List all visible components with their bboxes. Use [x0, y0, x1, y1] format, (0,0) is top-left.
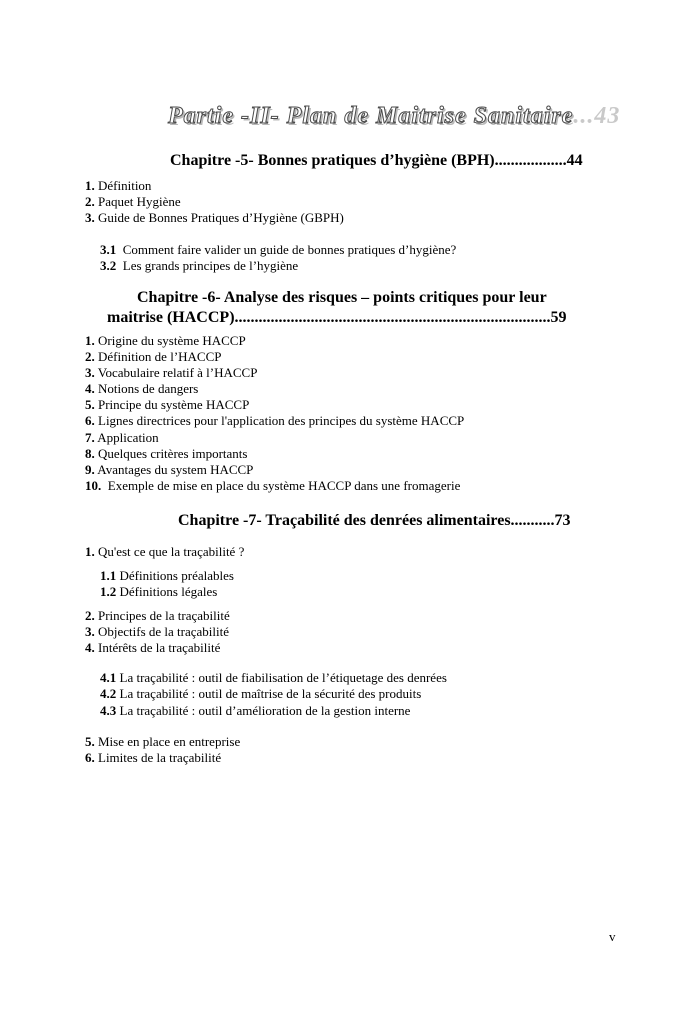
list-item — [85, 413, 464, 429]
sub-list-item — [100, 568, 234, 584]
sub-list-item — [100, 242, 456, 258]
item-text: Exemple de mise en place du système HACCP dans une fromagerie — [107, 478, 461, 493]
list-item — [85, 478, 460, 494]
item-text: Principes de la traçabilité — [98, 608, 230, 623]
item-number: 1. — [85, 178, 95, 193]
item-text: Limites de la traçabilité — [98, 750, 222, 765]
list-item — [85, 397, 249, 413]
item-text: Définition de l’HACCP — [98, 349, 222, 364]
list-item — [85, 210, 344, 226]
sub-list-item — [100, 670, 447, 686]
list-item — [85, 365, 257, 381]
item-number: 1. — [85, 333, 95, 348]
item-text: Notions de dangers — [98, 381, 199, 396]
item-number: 1.2 — [100, 584, 117, 599]
item-number: 3.1 — [100, 242, 117, 257]
list-item — [85, 430, 159, 446]
item-text: Définition — [98, 178, 152, 193]
list-item — [85, 178, 151, 194]
item-text: Qu'est ce que la traçabilité ? — [98, 544, 245, 559]
item-number: 3. — [85, 624, 95, 639]
item-text: Les grands principes de l’hygiène — [122, 258, 299, 273]
item-number: 4. — [85, 640, 95, 655]
list-item — [85, 544, 244, 560]
item-text: Lignes directrices pour l'application des principes du système HACCP — [98, 413, 465, 428]
item-number: 1.1 — [100, 568, 117, 583]
item-number: 3.2 — [100, 258, 117, 273]
sub-list-item — [100, 703, 410, 719]
item-text: Avantages du system HACCP — [97, 462, 254, 477]
item-text: La traçabilité : outil de maîtrise de la sécurité des produits — [119, 686, 422, 701]
chapter-5-title: Chapitre -5- Bonnes pratiques d’hygiène (BPH)..................44 — [170, 152, 583, 169]
item-text: La traçabilité : outil d’amélioration de la gestion interne — [119, 703, 411, 718]
item-text: Quelques critères importants — [98, 446, 248, 461]
chapter-6-title-line-2: maitrise (HACCP)...............................................................................59 — [107, 309, 567, 326]
item-text: Objectifs de la traçabilité — [98, 624, 230, 639]
sub-list-item — [100, 584, 217, 600]
part-title — [168, 103, 620, 130]
item-number: 2. — [85, 349, 95, 364]
list-item — [85, 333, 246, 349]
chapter-6-title-line-1: Chapitre -6- Analyse des risques – points critiques pour leur — [137, 289, 547, 306]
item-number: 4. — [85, 381, 95, 396]
item-number: 4.3 — [100, 703, 117, 718]
list-item — [85, 381, 198, 397]
item-text: Paquet Hygiène — [98, 194, 181, 209]
item-text: Définitions préalables — [119, 568, 234, 583]
part-title-text: Partie -II- Plan de Maitrise Sanitaire — [168, 103, 574, 129]
list-item — [85, 446, 247, 462]
item-text: Mise en place en entreprise — [98, 734, 241, 749]
item-number: 8. — [85, 446, 95, 461]
part-page-number: ...43 — [573, 103, 621, 129]
chapter-7-title: Chapitre -7- Traçabilité des denrées alimentaires...........73 — [178, 512, 571, 529]
item-number: 1. — [85, 544, 95, 559]
item-number: 2. — [85, 608, 95, 623]
list-item — [85, 608, 230, 624]
item-number: 4.2 — [100, 686, 117, 701]
item-text: Principe du système HACCP — [98, 397, 250, 412]
list-item — [85, 462, 253, 478]
item-number: 5. — [85, 734, 95, 749]
item-number: 6. — [85, 750, 95, 765]
item-text: Définitions légales — [119, 584, 218, 599]
item-number: 3. — [85, 365, 95, 380]
item-number: 9. — [85, 462, 95, 477]
item-text: Origine du système HACCP — [98, 333, 246, 348]
list-item — [85, 750, 221, 766]
item-number: 7. — [85, 430, 95, 445]
item-number: 3. — [85, 210, 95, 225]
list-item — [85, 349, 222, 365]
item-text: Guide de Bonnes Pratiques d’Hygiène (GBPH) — [98, 210, 344, 225]
sub-list-item — [100, 686, 421, 702]
item-text: Application — [97, 430, 159, 445]
list-item — [85, 640, 220, 656]
list-item — [85, 194, 181, 210]
page-number: v — [609, 929, 616, 944]
item-number: 10. — [85, 478, 102, 493]
list-item — [85, 734, 240, 750]
item-text: Intérêts de la traçabilité — [98, 640, 221, 655]
list-item — [85, 624, 229, 640]
item-text: La traçabilité : outil de fiabilisation de l’étiquetage des denrées — [119, 670, 447, 685]
item-number: 5. — [85, 397, 95, 412]
item-number: 4.1 — [100, 670, 117, 685]
item-text: Comment faire valider un guide de bonnes pratiques d’hygiène? — [122, 242, 457, 257]
item-text: Vocabulaire relatif à l’HACCP — [97, 365, 258, 380]
item-number: 6. — [85, 413, 95, 428]
item-number: 2. — [85, 194, 95, 209]
sub-list-item — [100, 258, 298, 274]
